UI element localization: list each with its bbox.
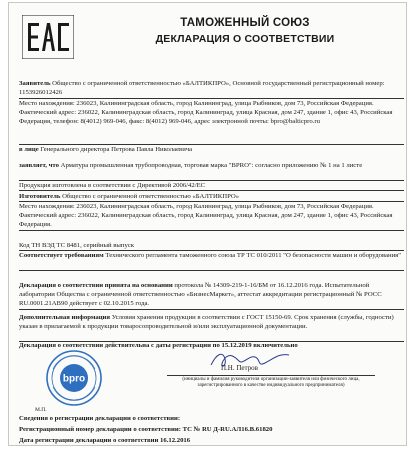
registration-info-label: Сведения о регистрации декларации о соответствии: (19, 415, 181, 422)
declares-section (19, 161, 404, 170)
additional-text: Условия хранения продукции в соответствии с ГОСТ 15150-69. Срок хранения (службы, годности) указан в прилагаемой к продукции товаросопроводительной и/или эксплуатационной документации. (19, 314, 394, 331)
applicant-label: Заявитель (19, 80, 51, 87)
manufacturer-section (19, 192, 404, 201)
additional-label: Дополнительная информация (19, 314, 111, 321)
manufacturer-address: Место нахождения: 236023, Калининградская область, город Калининград, улица Рыбников, дом 73, Российская Федерация. Фактический адрес: 236022, Калининградская область, город Калининград, улица Красная, дом 247, здание 1, офис 43, Российская Федерация. (19, 203, 393, 229)
signature-caption-line1: (инициалы и фамилия руководителя организации-заявителя или физического лица, (182, 377, 360, 382)
person-text: Генерального директора Петрова Павла Николаевича (38, 146, 193, 153)
title-customs-union: ТАМОЖЕННЫЙ СОЮЗ (180, 17, 310, 29)
divider (19, 270, 404, 271)
basis-text: протокола № 14309-219-1-16/БМ от 16.12.2016 года. Испытательной лаборатории Общества с ограниченной ответственностью «БизнесМаркет», аттестат аккредитации регистрационный № РОСС RU.0001.21АВ90 действует с 02.10.2015 года. (19, 282, 382, 308)
compliance-label: Соответствует требованиям (19, 252, 104, 259)
registration-number-label: Регистрационный номер декларации о соответствии: ТС № RU Д-RU.АЛ16.В.61820 (19, 426, 273, 433)
company-stamp (45, 349, 103, 407)
divider (19, 230, 404, 231)
stamp-place-label: М.П. (35, 407, 47, 413)
additional-section (19, 313, 404, 331)
title-declaration: ДЕКЛАРАЦИЯ О СООТВЕТСТВИИ (155, 33, 335, 45)
signature-line (167, 375, 375, 376)
signatory-name: П.Н. Петров (221, 364, 258, 372)
basis-section (19, 281, 404, 309)
production-text: Продукция изготовлена в соответствии с Директивой 2006/42/ЕС (19, 182, 206, 189)
applicant-person (19, 145, 404, 154)
signature-caption-line2: зарегистрированного в качестве индивидуального предпринимателя) (197, 383, 345, 388)
compliance-section (19, 251, 404, 260)
stamp-brand: bpro (62, 373, 86, 385)
registration-info (19, 414, 404, 423)
applicant-section (19, 79, 404, 97)
declaration-document (8, 2, 407, 446)
divider (19, 309, 404, 310)
registration-number (19, 425, 404, 434)
manufacturer-label: Изготовитель (19, 193, 61, 200)
divider (19, 190, 404, 191)
compliance-text: Технического регламента таможенного союза ТР ТС 010/2011 "О безопасности машин и оборудования" (103, 252, 401, 259)
registration-date-label: Дата регистрации декларации о соответствии 16.12.2016 (19, 437, 191, 444)
applicant-text: Общество с ограниченной ответственностью «БАЛТИКПРО», Основной государственный регистрационный номер: 1153926012426 (19, 80, 385, 97)
signature-caption (167, 377, 375, 389)
validity-label: Декларация о соответствии действительна с даты регистрации по 15.12.2019 включительно (19, 342, 298, 349)
applicant-address: Место нахождения: 236023, Калининградская область, город Калининград, улица Рыбников, дом 73, Российская Федерация. Фактический адрес: 236022, Калининградская область, город Калининград, улица Красная, дом 247, здание 1, офис 43, Российская Федерация, телефон: 8(4012) 969-046, факс: 8(4012) 969-046, адрес электронной почты: bpro@balticpro.ru (19, 100, 393, 126)
declares-label: заявляет, что (19, 162, 59, 169)
eac-logo (22, 15, 74, 59)
declares-text: Арматура промышленная трубопроводная, торговая марка "BPRO": согласно приложению № 1 на 1 листе (58, 162, 363, 169)
tnved-code: Код ТН ВЭД ТС 8481, серийный выпуск (19, 242, 135, 249)
person-label: в лице (19, 146, 39, 153)
registration-date (19, 436, 404, 445)
basis-label: Декларация о соответствии принята на основании (19, 282, 173, 289)
manufacturer-text: Общество с ограниченной ответственностью «БАЛТИКПРО» (60, 193, 240, 200)
